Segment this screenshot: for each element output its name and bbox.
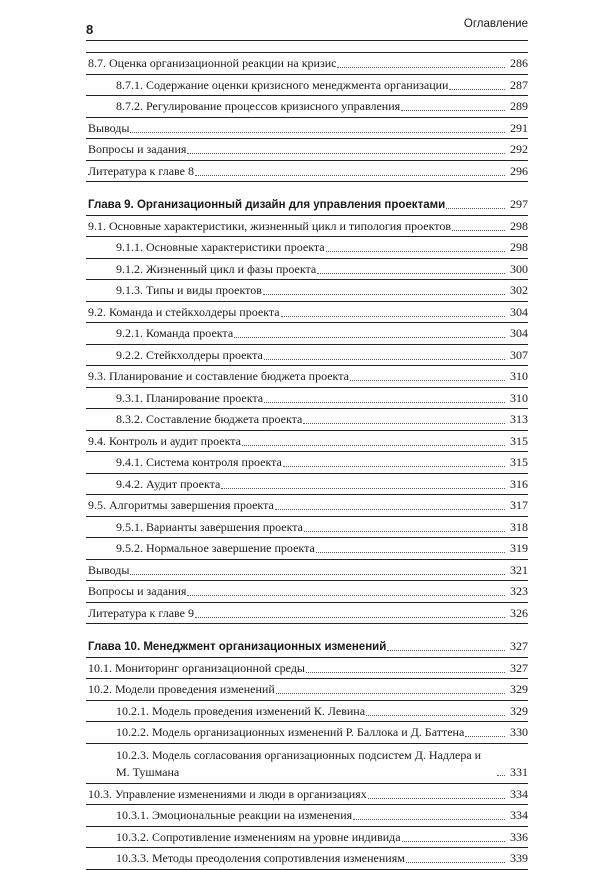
dot-leader bbox=[276, 692, 505, 694]
toc-entry-title: 10.1. Мониторинг организационной среды bbox=[88, 660, 305, 675]
toc-entry-page: 297 bbox=[510, 197, 528, 211]
toc-entry bbox=[86, 323, 528, 345]
toc-entry bbox=[86, 139, 528, 161]
toc-entry bbox=[86, 722, 528, 744]
toc-entry-title: Литература к главе 8 bbox=[88, 163, 194, 178]
toc-entry-page: 334 bbox=[510, 808, 528, 822]
dot-leader bbox=[263, 293, 505, 295]
dot-leader bbox=[195, 616, 505, 618]
dot-leader bbox=[281, 315, 505, 317]
toc-entry-title: Литература к главе 9 bbox=[88, 605, 194, 620]
toc-entry bbox=[86, 805, 528, 827]
toc-entry-page: 331 bbox=[510, 764, 528, 779]
dot-leader bbox=[264, 401, 505, 403]
dot-leader bbox=[130, 131, 505, 133]
dot-leader bbox=[446, 207, 505, 209]
toc-entry bbox=[86, 701, 528, 723]
dot-leader bbox=[406, 861, 505, 863]
toc-entry bbox=[86, 495, 528, 517]
toc-entry bbox=[86, 679, 528, 701]
toc-entry-title: Глава 9. Организационный дизайн для управления проектами bbox=[88, 199, 446, 211]
toc-entry-title: 9.1. Основные характеристики, жизненный цикл и типология проектов bbox=[88, 218, 452, 233]
dot-leader bbox=[130, 573, 505, 575]
toc-entry bbox=[86, 216, 528, 238]
toc-entry-page: 327 bbox=[510, 660, 528, 675]
toc-entry bbox=[86, 345, 528, 367]
toc-entry-page: 316 bbox=[510, 476, 528, 491]
toc-entry-title: 9.1.2. Жизненный цикл и фазы проекта bbox=[116, 261, 317, 276]
toc-entry-page: 327 bbox=[510, 639, 528, 653]
dot-leader bbox=[402, 840, 505, 842]
toc-entry-page: 298 bbox=[510, 218, 528, 233]
toc-entry-title: 9.5.2. Нормальное завершение проекта bbox=[116, 541, 315, 555]
dot-leader bbox=[317, 272, 505, 274]
toc-entry-title: 10.2.3. Модель согласования организационных подсистем Д. Надлера и М. Тушмана bbox=[116, 747, 482, 779]
dot-leader bbox=[449, 88, 505, 90]
toc-entry-title: 9.4.2. Аудит проекта bbox=[116, 476, 221, 491]
dot-leader bbox=[283, 465, 505, 467]
toc-entry bbox=[86, 75, 528, 97]
dot-leader bbox=[452, 229, 505, 231]
toc-entry-title: 10.3.2. Сопротивление изменениям на уровне индивида bbox=[116, 829, 401, 844]
toc-entry-title: 9.1.3. Типы и виды проектов bbox=[116, 283, 262, 297]
dot-leader bbox=[366, 714, 505, 716]
toc-entry-title: Глава 10. Менеджмент организационных изменений bbox=[88, 641, 387, 653]
toc-entry-title: 9.5. Алгоритмы завершения проекта bbox=[88, 498, 274, 512]
toc-entry bbox=[86, 560, 528, 582]
toc-entry-page: 304 bbox=[510, 304, 528, 319]
toc-entry bbox=[86, 784, 528, 806]
toc-chapter-entry bbox=[86, 636, 528, 658]
toc-entry bbox=[86, 53, 528, 75]
toc-entry-title: 8.7.1. Содержание оценки кризисного менеджмента организации bbox=[116, 77, 449, 92]
dot-leader bbox=[242, 444, 505, 446]
toc-entry-page: 302 bbox=[510, 283, 528, 297]
dot-leader bbox=[303, 422, 505, 424]
toc-entry bbox=[86, 603, 528, 625]
toc-entry bbox=[86, 474, 528, 496]
dot-leader bbox=[306, 671, 505, 673]
toc-entry-title: 10.3.1. Эмоциональные реакции на изменения bbox=[116, 808, 353, 822]
toc-entry-title: 8.7.2. Регулирование процессов кризисного управления bbox=[116, 99, 401, 113]
dot-leader bbox=[350, 379, 505, 381]
toc-group bbox=[86, 636, 528, 870]
toc-entry-page: 339 bbox=[510, 851, 528, 865]
dot-leader bbox=[264, 358, 505, 360]
dot-leader bbox=[337, 66, 505, 68]
toc-entry-page: 291 bbox=[510, 120, 528, 135]
toc-entry-title: 8.3.2. Составление бюджета проекта bbox=[116, 412, 303, 426]
toc-entry-page: 298 bbox=[510, 240, 528, 254]
toc-entry-page: 326 bbox=[510, 605, 528, 620]
toc-entry-title: Выводы bbox=[88, 562, 130, 577]
toc-entry-page: 304 bbox=[510, 326, 528, 340]
toc-entry bbox=[86, 409, 528, 431]
dot-leader bbox=[497, 774, 505, 776]
toc-entry-page: 334 bbox=[510, 786, 528, 801]
toc-entry bbox=[86, 431, 528, 453]
toc-entry bbox=[86, 581, 528, 603]
toc-entry bbox=[86, 366, 528, 388]
toc-entry bbox=[86, 302, 528, 324]
dot-leader bbox=[326, 250, 505, 252]
dot-leader bbox=[221, 487, 505, 489]
toc-entry-title: 10.2.1. Модель проведения изменений К. Левина bbox=[116, 703, 366, 718]
toc-group bbox=[86, 194, 528, 624]
dot-leader bbox=[401, 109, 505, 111]
toc-entry-page: 315 bbox=[510, 455, 528, 469]
table-of-contents bbox=[86, 52, 528, 870]
toc-entry-title: 9.4. Контроль и аудит проекта bbox=[88, 433, 241, 448]
toc-entry-page: 313 bbox=[510, 412, 528, 426]
toc-entry-title: 10.2.2. Модель организационных изменений Р. Баллока и Д. Баттена bbox=[116, 725, 465, 739]
toc-entry-page: 296 bbox=[510, 163, 528, 178]
dot-leader bbox=[316, 551, 505, 553]
page-number: 8 bbox=[86, 22, 94, 37]
page-header bbox=[86, 16, 528, 41]
toc-entry bbox=[86, 388, 528, 410]
toc-entry bbox=[86, 658, 528, 680]
toc-entry-page: 310 bbox=[510, 390, 528, 405]
toc-entry-title: 9.3.1. Планирование проекта bbox=[116, 390, 264, 405]
toc-entry-page: 315 bbox=[510, 433, 528, 448]
toc-entry-title: 9.4.1. Система контроля проекта bbox=[116, 455, 282, 469]
toc-entry bbox=[86, 452, 528, 474]
toc-entry-title: 9.1.1. Основные характеристики проекта bbox=[116, 240, 325, 254]
toc-entry-page: 317 bbox=[510, 498, 528, 512]
toc-entry-title: 8.7. Оценка организационной реакции на кризис bbox=[88, 56, 337, 70]
toc-group bbox=[86, 52, 528, 182]
toc-entry bbox=[86, 118, 528, 140]
toc-entry-page: 329 bbox=[510, 703, 528, 718]
toc-entry-page: 330 bbox=[510, 725, 528, 739]
toc-entry-title: 10.3. Управление изменениями и люди в организациях bbox=[88, 786, 367, 801]
dot-leader bbox=[195, 174, 505, 176]
toc-entry-title: 9.3. Планирование и составление бюджета проекта bbox=[88, 369, 349, 383]
toc-entry-title: 10.2. Модели проведения изменений bbox=[88, 682, 275, 696]
running-title: Оглавление bbox=[463, 18, 528, 30]
toc-entry-page: 336 bbox=[510, 829, 528, 844]
toc-entry-page: 287 bbox=[510, 77, 528, 92]
toc-entry-title: Вопросы и задания bbox=[88, 142, 187, 156]
toc-entry-page: 292 bbox=[510, 142, 528, 156]
toc-entry-page: 289 bbox=[510, 99, 528, 113]
toc-entry-page: 318 bbox=[510, 519, 528, 534]
toc-entry-title: 9.2.2. Стейкхолдеры проекта bbox=[116, 347, 263, 362]
toc-entry-page: 321 bbox=[510, 562, 528, 577]
dot-leader bbox=[368, 797, 505, 799]
toc-entry-page: 307 bbox=[510, 347, 528, 362]
toc-entry-title: Вопросы и задания bbox=[88, 584, 187, 598]
toc-entry bbox=[86, 96, 528, 118]
toc-entry-title: 10.3.3. Методы преодоления сопротивления изменениям bbox=[116, 851, 405, 865]
dot-leader bbox=[387, 649, 505, 651]
dot-leader bbox=[234, 336, 505, 338]
toc-entry-page: 310 bbox=[510, 369, 528, 383]
toc-entry-page: 323 bbox=[510, 584, 528, 598]
dot-leader bbox=[187, 152, 505, 154]
toc-entry-title: Выводы bbox=[88, 120, 130, 135]
toc-entry bbox=[86, 538, 528, 560]
toc-chapter-entry bbox=[86, 194, 528, 216]
toc-entry bbox=[86, 517, 528, 539]
dot-leader bbox=[353, 818, 505, 820]
toc-entry-title: 9.5.1. Варианты завершения проекта bbox=[116, 519, 304, 534]
dot-leader bbox=[275, 508, 505, 510]
toc-entry bbox=[86, 827, 528, 849]
toc-entry-title: 9.2. Команда и стейкхолдеры проекта bbox=[88, 304, 280, 319]
toc-entry bbox=[86, 259, 528, 281]
toc-entry bbox=[86, 280, 528, 302]
toc-entry-page: 300 bbox=[510, 261, 528, 276]
dot-leader bbox=[187, 594, 505, 596]
toc-entry bbox=[86, 237, 528, 259]
toc-entry-page: 329 bbox=[510, 682, 528, 696]
toc-entry bbox=[86, 848, 528, 870]
dot-leader bbox=[304, 530, 505, 532]
toc-entry bbox=[86, 161, 528, 183]
toc-entry-page: 319 bbox=[510, 541, 528, 555]
dot-leader bbox=[465, 735, 505, 737]
toc-entry-page: 286 bbox=[510, 56, 528, 70]
toc-entry-title: 9.2.1. Команда проекта bbox=[116, 326, 234, 340]
